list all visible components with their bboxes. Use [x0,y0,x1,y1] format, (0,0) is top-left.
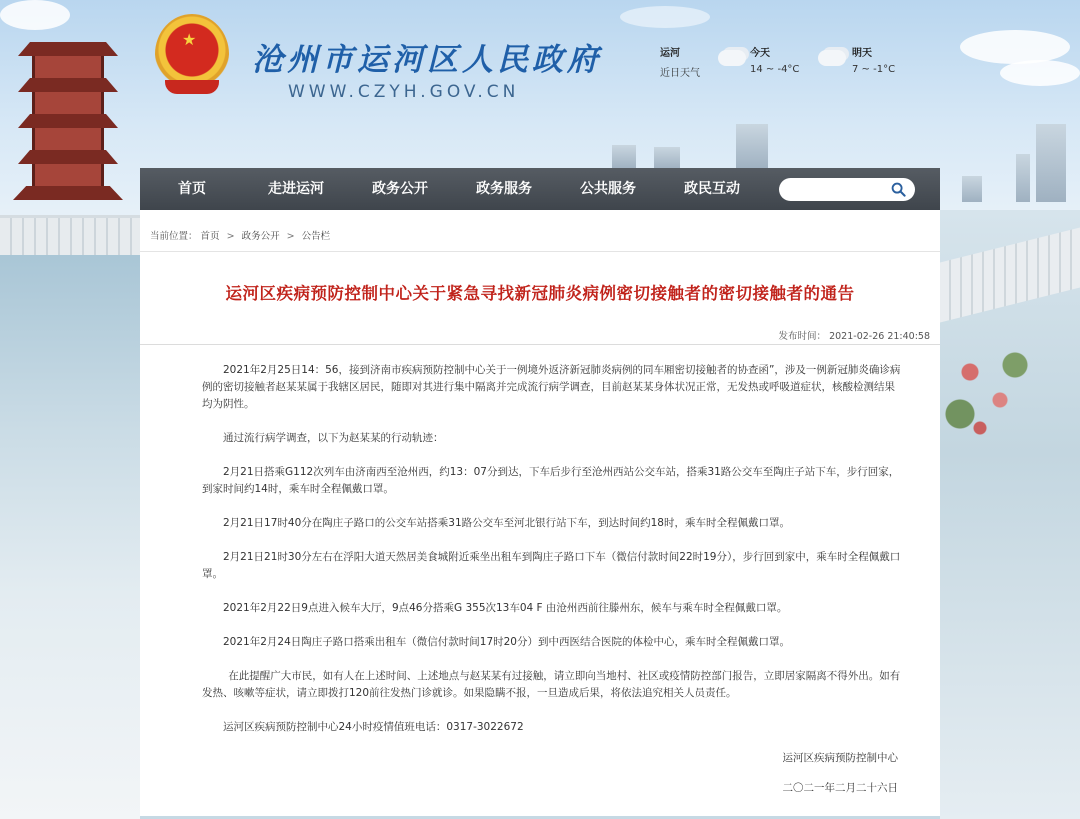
article-paragraph: 通过流行病学调查，以下为赵某某的行动轨迹： [223,432,444,444]
search-icon[interactable] [891,182,906,197]
nav-item-about-yunhe[interactable]: 走进运河 [268,181,324,197]
breadcrumb-separator: > [286,231,295,242]
article-paragraph: 2月21日17时40分在陶庄子路口的公交车站搭乘31路公交车至河北银行站下车，到达时间约18时，乘车时全程佩戴口罩。 [223,517,790,529]
breadcrumb-separator: > [226,231,235,242]
signature-org: 运河区疾病预防控制中心 [782,752,898,764]
pagoda-tower-image [18,42,118,212]
national-emblem-icon: ★ [155,14,229,94]
building-decoration [612,145,636,169]
article-paragraph: 在此提醒广大市民，如有人在上述时间、上述地点与赵某某有过接触，请立即向当地村、社区或疫情防控部门报告，立即居家隔离不得外出。如有发热、咳嗽等症状，请立即拨打120前往发热门诊就诊。如果隐瞒不报，一旦造成后果，将依法追究相关人员责任。 [202,670,901,699]
article-paragraph: 运河区疾病预防控制中心24小时疫情值班电话：0317-3022672 [223,721,524,733]
cloud-decoration [960,30,1070,64]
cloud-decoration [620,6,710,28]
publish-info [779,328,930,342]
cloud-decoration [1000,60,1080,86]
article-paragraph: 2021年2月25日14：56，接到济南市疾病预防控制中心关于一例境外返济新冠肺炎病例的同车厢密切接触者的协查函”，涉及一例新冠肺炎确诊病例的密切接触者赵某某属于我辖区居民，随即对其进行集中隔离并完成流行病学调查，目前赵某某身体状况正常，无发热或呼吸道症状，核酸检测结果均为阴性。 [202,364,901,410]
weather-today-temp: 14 ~ -4°C [750,64,800,75]
publish-time: 2021-02-26 21:40:58 [829,331,930,342]
nav-item-home[interactable]: 首页 [178,181,206,197]
breadcrumb-item-notice-board[interactable]: 公告栏 [301,231,331,242]
nav-item-gov-affairs-open[interactable]: 政务公开 [372,181,428,197]
article-title: 运河区疾病预防控制中心关于紧急寻找新冠肺炎病例密切接触者的密切接触者的通告 [225,284,855,303]
building-decoration [962,176,982,202]
weather-location-sub: 近日天气 [660,68,700,79]
weather-location-name: 运河 [660,48,680,59]
rain-cloud-icon [818,50,846,66]
weather-today [750,44,799,75]
breadcrumb [150,228,330,242]
weather-tomorrow-temp: 7 ~ -1°C [852,64,896,75]
divider [140,251,940,252]
site-title[interactable]: 沧州市运河区人民政府 [252,42,602,78]
content-panel [140,210,940,816]
weather-tomorrow [852,44,895,75]
building-decoration [1036,124,1066,202]
building-decoration [736,124,768,169]
publish-label: 发布时间： [778,331,827,342]
breadcrumb-item-home[interactable]: 首页 [200,231,220,242]
cloud-decoration [0,0,70,30]
article-paragraph: 2021年2月22日9点进入候车大厅，9点46分搭乘G 355次13车04 F 由沧州西前往滕州东，候车与乘车时全程佩戴口罩。 [223,602,788,614]
article-body [202,362,902,753]
article-paragraph: 2月21日21时30分左右在浮阳大道天然居美食城附近乘坐出租车到陶庄子路口下车（微信付款时间22时19分），步行回到家中，乘车时全程佩戴口罩。 [202,551,901,580]
nav-item-interaction[interactable]: 政民互动 [684,181,740,197]
nav-item-gov-services[interactable]: 政务服务 [476,181,532,197]
weather-tomorrow-label: 明天 [852,48,872,59]
article-paragraph: 2021年2月24日陶庄子路口搭乘出租车（微信付款时间17时20分）到中西医结合医院的体检中心，乘车时全程佩戴口罩。 [223,636,790,648]
river-background [0,255,140,819]
cloud-icon [718,50,746,66]
weather-location [660,44,700,79]
breadcrumb-item-gov-affairs[interactable]: 政务公开 [241,231,280,242]
building-decoration [654,147,680,169]
railing-decoration [0,215,140,255]
building-decoration [1016,154,1030,202]
weather-today-label: 今天 [750,48,770,59]
search-box [779,178,915,201]
flowers-decoration [940,330,1040,470]
nav-item-public-services[interactable]: 公共服务 [580,181,636,197]
signature-date: 二〇二一年二月二十六日 [782,782,898,794]
breadcrumb-prefix: 当前位置： [150,231,198,242]
search-input[interactable] [789,181,884,198]
site-url: WWW.CZYH.GOV.CN [288,82,520,102]
divider [140,344,940,345]
article-paragraph: 2月21日搭乘G112次列车由济南西至沧州西，约13：07分到达，下车后步行至沧州西站公交车站，搭乘31路公交车至陶庄子站下车，步行回家，到家时间约14时，乘车时全程佩戴口罩。 [202,466,900,495]
